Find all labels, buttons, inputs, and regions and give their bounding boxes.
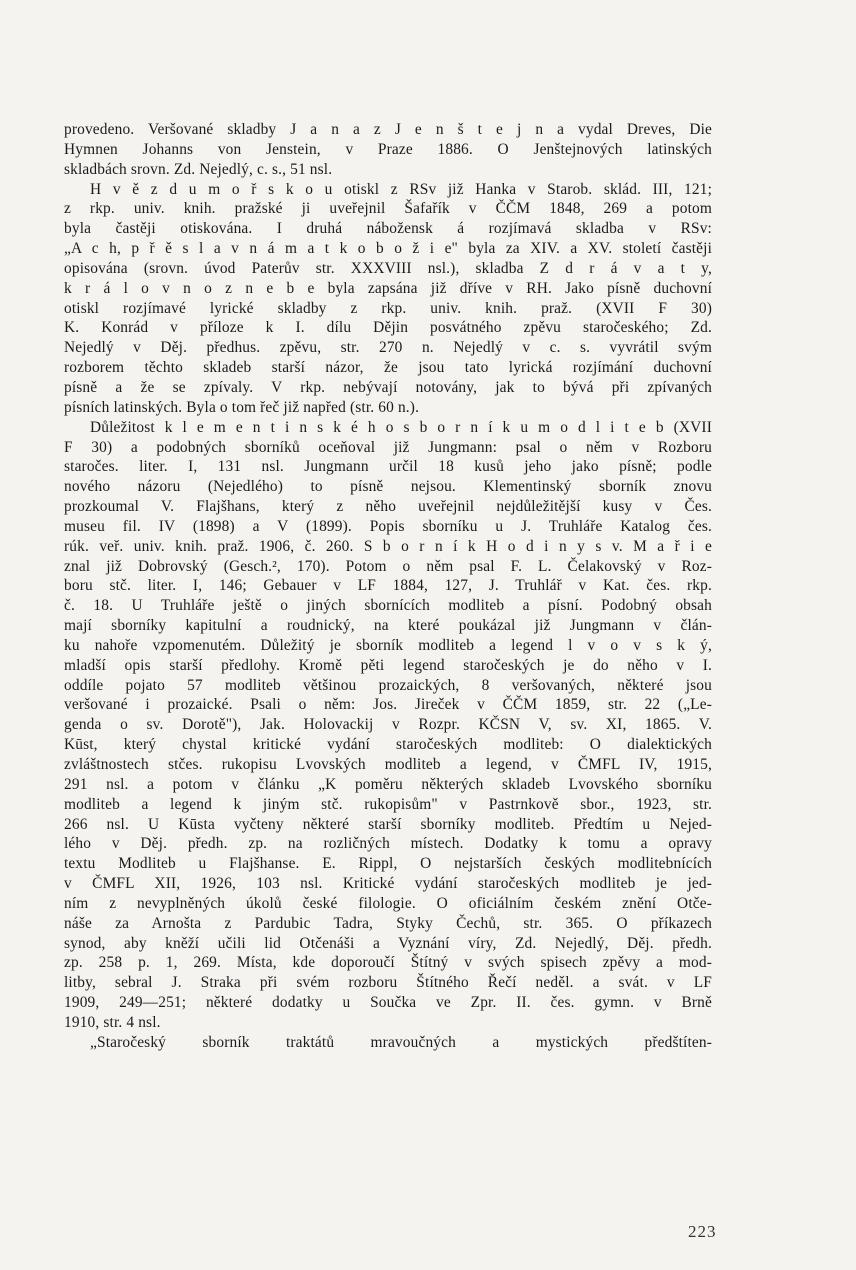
text-line: veršované i prozaické. Psali o něm: Jos. Jireček v ČČM 1859, str. 22 („Le- — [64, 696, 712, 714]
text-line: 1909, 249—251; některé dodatky u Součka ve Zpr. II. čes. gymn. v Brně — [64, 994, 712, 1012]
text-line: byla častěji otiskována. I druhá nábožensk á rozjímavá skladba v RSv: — [64, 220, 712, 238]
text-line: písně a že se zpívaly. V rkp. nebývají notovány, jak to bývá při zpívaných — [64, 378, 712, 396]
text-line: staročes. liter. I, 131 nsl. Jungmann určil 18 kusů jeho jako písně; podle — [64, 458, 712, 476]
text-line: č. 18. U Truhláře ještě o jiných sbornících modliteb a písní. Podobný obsah — [64, 597, 712, 615]
text-line: z rkp. univ. knih. pražské ji uveřejnil Šafařík v ČČM 1848, 269 a potom — [64, 200, 712, 218]
text-line: provedeno. Veršované skladby J a n a z J e n š t e j n a vydal Dreves, Die — [64, 121, 712, 138]
text-line: písních latinských. Byla o tom řeč již napřed (str. 60 n.). — [64, 398, 420, 416]
text-line: K. Konrád v příloze k I. dílu Dějin posvátného zpěvu staročeského; Zd. — [64, 319, 712, 337]
text-line: v ČMFL XII, 1926, 103 nsl. Kritické vydání staročeských modliteb je jed- — [64, 875, 712, 893]
text-line: museu fil. IV (1898) a V (1899). Popis sborníku u J. Truhláře Katalog čes. — [64, 517, 712, 535]
body-text — [64, 120, 712, 1053]
text-line: „A c h, p ř ě s l a v n á m a t k o b o ž i e" byla za XIV. a XV. století častěji — [64, 240, 712, 258]
text-line: zvláštnostech stčes. rukopisu Lvovských modliteb a legend, v ČMFL IV, 1915, — [64, 756, 712, 773]
text-line: Důležitost k l e m e n t i n s k é h o s b o r n í k u m o d l i t e b (XVII — [90, 418, 712, 436]
text-line: skladbách srovn. Zd. Nejedlý, c. s., 51 nsl. — [64, 160, 333, 178]
text-line: zp. 258 p. 1, 269. Místa, kde doporoučí Štítný v svých spisech zpěvy a mod- — [64, 954, 712, 972]
text-line: modliteb a legend k jiným stč. rukopisům" v Pastrnkově sbor., 1923, str. — [64, 795, 712, 813]
text-line: „Staročeský sborník traktátů mravoučných a mystických předštíten- — [90, 1033, 712, 1051]
text-line: 266 nsl. U Kūsta vyčteny některé starší sborníky modliteb. Předtím u Nejed- — [64, 815, 712, 833]
text-line: litby, sebral J. Straka při svém rozboru Štítného Řečí neděl. a svát. v LF — [64, 974, 712, 992]
text-line: Nejedlý v Děj. předhus. zpěvu, str. 270 n. Nejedlý v c. s. vyvrátil svým — [64, 339, 712, 357]
text-line: otiskl rozjímavé lyrické skladby z rkp. univ. knih. praž. (XVII F 30) — [64, 299, 712, 317]
text-line: k r á l o v n o z n e b e byla zapsána již dříve v RH. Jako písně duchovní — [64, 279, 712, 297]
text-line: rozborem těchto skladeb starší názor, že jsou tato lyrická rozjímání duchovní — [64, 359, 712, 377]
text-line: 1910, str. 4 nsl. — [64, 1013, 161, 1031]
text-line: rúk. veř. univ. knih. praž. 1906, č. 260. S b o r n í k H o d i n y s v. M a ř i e — [64, 537, 712, 555]
text-line: F 30) a podobných sborníků oceňoval již Jungmann: psal o něm v Rozboru — [64, 438, 712, 456]
text-line: náše za Arnošta z Pardubic Tadra, Styky Čechů, str. 365. O příkazech — [64, 914, 712, 932]
page-number: 223 — [688, 1222, 717, 1241]
text-line: ku nahoře vzpomenutém. Důležitý je sborník modliteb a legend l v o v s k ý, — [64, 636, 712, 654]
text-line: ním z nevyplněných úkolů české filologie. O oficiálním českém znění Otče- — [64, 894, 712, 912]
text-line: textu Modliteb u Flajšhanse. E. Rippl, O nejstarších českých modlitebnících — [64, 855, 712, 873]
text-line: oddíle pojato 57 modliteb většinou prozaických, 8 veršovaných, některé jsou — [64, 676, 712, 694]
text-line: opisována (srovn. úvod Paterův str. XXXVIII nsl.), skladba Z d r á v a t y, — [64, 259, 712, 277]
text-line: prozkoumal V. Flajšhans, který z něho uveřejnil nejdůležitější kusy v Čes. — [64, 498, 712, 516]
text-line: H v ě z d u m o ř s k o u otiskl z RSv již Hanka v Starob. sklád. III, 121; — [90, 180, 712, 198]
text-line: znal již Dobrovský (Gesch.², 170). Potom o něm psal F. L. Čelakovský v Roz- — [64, 557, 712, 575]
text-line: mladší opis starší předlohy. Kromě pěti legend staročeských je do něho v I. — [64, 656, 712, 674]
text-line: 291 nsl. a potom v článku „K poměru některých skladeb Lvovského sborníku — [64, 775, 712, 793]
text-line: Hymnen Johanns von Jenstein, v Praze 1886. O Jenštejnových latinských — [64, 140, 712, 158]
text-line: boru stč. liter. I, 146; Gebauer v LF 1884, 127, J. Truhlář v Kat. čes. rkp. — [64, 577, 712, 595]
text-line: lého v Děj. předh. zp. na rozličných místech. Dodatky k tomu a opravy — [64, 835, 712, 853]
text-line: genda o sv. Dorotě"), Jak. Holovackij v Rozpr. KČSN V, sv. XI, 1865. V. — [64, 716, 712, 734]
text-line: nového názoru (Nejedlého) to písně nejsou. Klementinský sborník znovu — [64, 478, 712, 496]
text-line: Kūst, který chystal kritické vydání staročeských modliteb: O dialektických — [64, 736, 712, 754]
text-line: synod, aby kněží učili lid Otčenáši a Vyznání víry, Zd. Nejedlý, Děj. předh. — [64, 934, 712, 952]
text-line: mají sborníky kapitulní a roudnický, na které poukázal již Jungmann v člán- — [64, 617, 712, 635]
